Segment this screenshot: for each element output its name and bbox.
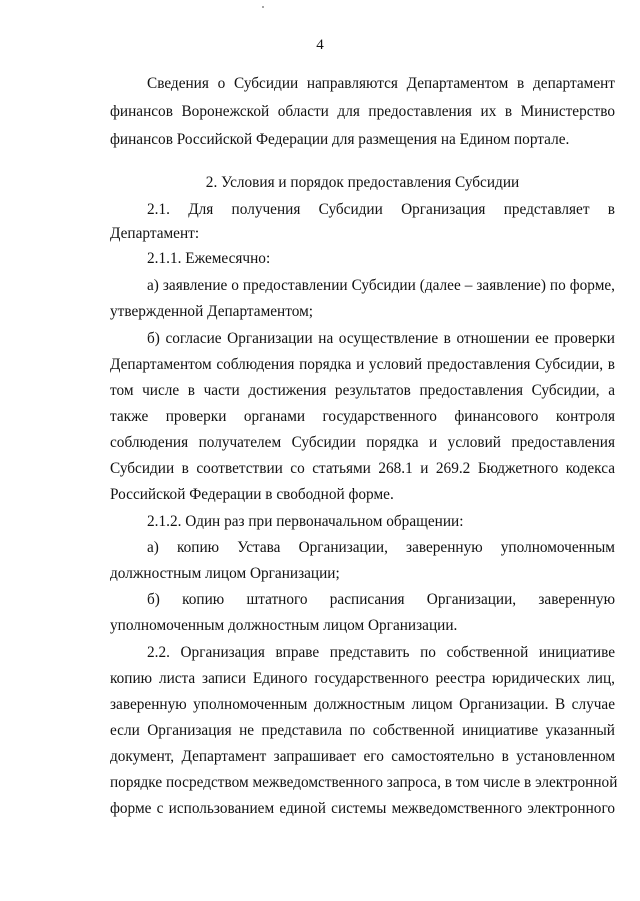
paragraph-line: документ, Департамент запрашивает его самостоятельно в установленном xyxy=(110,748,615,765)
paragraph-line: финансов Воронежской области для предоставления их в Министерство xyxy=(110,103,615,120)
page-number: 4 xyxy=(316,37,324,53)
paragraph-line: копию листа записи Единого государственного реестра юридических лиц, xyxy=(110,670,615,687)
paragraph-line: 2.2. Организация вправе представить по собственной инициативе xyxy=(147,644,615,661)
paragraph-line: уполномоченным должностным лицом Организации. xyxy=(110,617,458,634)
paragraph-line: также проверки органами государственного финансового контроля xyxy=(110,408,615,425)
paragraph-line: утвержденной Департаментом; xyxy=(110,303,313,320)
paragraph-line: б) согласие Организации на осуществление в отношении ее проверки xyxy=(147,330,615,347)
paragraph-line: Российской Федерации в свободной форме. xyxy=(110,486,394,503)
paragraph-line: а) копию Устава Организации, заверенную уполномоченным xyxy=(147,539,615,556)
paragraph-line: форме с использованием единой системы межведомственного электронного xyxy=(110,800,615,817)
paragraph-line: а) заявление о предоставлении Субсидии (далее – заявление) по форме, xyxy=(147,277,615,294)
scan-dot xyxy=(262,6,264,8)
paragraph-line: Субсидии в соответствии со статьями 268.1 и 269.2 Бюджетного кодекса xyxy=(110,460,615,477)
section-heading: 2. Условия и порядок предоставления Субсидии xyxy=(205,174,520,191)
paragraph-line: б) копию штатного расписания Организации, заверенную xyxy=(147,591,615,608)
paragraph-line: Сведения о Субсидии направляются Департаментом в департамент xyxy=(147,75,615,92)
paragraph-line: 2.1. Для получения Субсидии Организация представляет в xyxy=(147,201,615,218)
paragraph-line: 2.1.1. Ежемесячно: xyxy=(147,250,271,267)
paragraph-line: порядке посредством межведомственного запроса, в том числе в электронной xyxy=(110,774,618,791)
paragraph-line: 2.1.2. Один раз при первоначальном обращении: xyxy=(147,513,464,530)
paragraph-line: соблюдения получателем Субсидии порядка и условий предоставления xyxy=(110,434,615,451)
paragraph-line: том числе в части достижения результатов предоставления Субсидии, а xyxy=(110,382,615,399)
paragraph-line: заверенную уполномоченным должностным лицом Организации. В случае xyxy=(110,696,615,713)
paragraph-line: финансов Российской Федерации для размещения на Едином портале. xyxy=(110,131,570,148)
paragraph-line: Департамент: xyxy=(110,225,200,242)
paragraph-line: должностным лицом Организации; xyxy=(110,565,340,582)
paragraph-line: если Организация не представила по собственной инициативе указанный xyxy=(110,722,615,739)
paragraph-line: Департаментом соблюдения порядка и условий предоставления Субсидии, в xyxy=(110,356,615,373)
